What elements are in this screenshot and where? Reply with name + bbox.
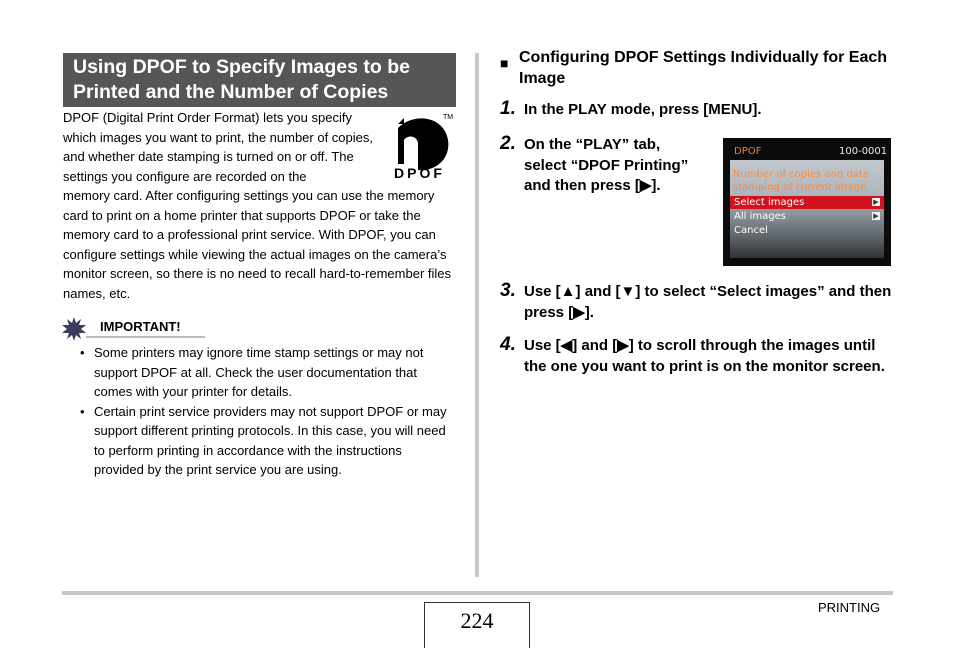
step-3-number: 3. (500, 280, 516, 301)
important-list (79, 343, 451, 480)
column-divider (475, 53, 479, 577)
dpof-logo-text: DPOF (394, 165, 445, 181)
arrow-right-icon: ▶ (873, 198, 879, 206)
footer-section-label: PRINTING (818, 600, 881, 615)
footer-rule (62, 591, 893, 595)
camera-option-cancel[interactable] (730, 224, 884, 237)
arrow-right-icon: ▶ (873, 212, 879, 220)
camera-description: Number of copies and date stamping of current image. (733, 169, 870, 193)
step-2-number: 2. (500, 133, 516, 154)
step-1-text: In the PLAY mode, press [MENU]. (524, 101, 762, 118)
step-2-text: On the “PLAY” tab, select “DPOF Printing” and then press [▶]. (524, 136, 689, 194)
dpof-logo (390, 110, 456, 186)
intro-paragraph-bottom: memory card. After configuring settings you can use the memory card to print on a home printer that supports DPOF or take the memory card to a professional print service. With DPOF, you can configure settings while viewing the actual images on the camera’s monitor screen, so there is no need to recall hard-to-remember files names, etc. (63, 188, 452, 301)
step-3-text: Use [▲] and [▼] to select “Select images” and then press [▶]. (524, 283, 892, 321)
trademark-mark: TM (443, 114, 454, 121)
page-number: 224 (424, 602, 530, 648)
section-title: Using DPOF to Specify Images to be Printed and the Number of Copies (63, 53, 456, 107)
camera-option-all-images[interactable] (730, 210, 884, 223)
step-4-number: 4. (500, 334, 516, 355)
camera-option-label: Cancel (734, 225, 768, 236)
camera-bottom-bar (723, 258, 891, 266)
important-label: IMPORTANT! (100, 319, 181, 334)
list-item: • Some printers may ignore time stamp settings or may not support DPOF at all. Check the user documentation that comes with your printer for details. (79, 343, 451, 402)
subsection-heading: Configuring DPOF Settings Individually for Each Image (519, 49, 888, 87)
step-4-text: Use [◀] and [▶] to scroll through the images until the one you want to print is on the monitor screen. (524, 337, 885, 375)
starburst-icon (62, 317, 86, 341)
camera-menu-title: DPOF (734, 146, 762, 157)
list-item: • Certain print service providers may not support DPOF or may support different printing protocols. In this case, you will need to perform printing in accordance with the instructions provided by the print service you are using. (79, 402, 451, 480)
camera-screen (723, 138, 891, 266)
important-underline (86, 336, 205, 338)
section-marker: ■ (500, 55, 509, 71)
camera-option-select-images[interactable] (730, 196, 884, 209)
step-1-number: 1. (500, 98, 516, 119)
intro-paragraph-top: DPOF (Digital Print Order Format) lets you specify which images you want to print, the number of copies, and whether date stamping is turned on or off. The settings you configure are recorded on the (63, 110, 373, 184)
camera-option-label: Select images (734, 197, 805, 208)
camera-file-number: 100-0001 (839, 146, 888, 157)
camera-option-label: All images (734, 211, 786, 222)
